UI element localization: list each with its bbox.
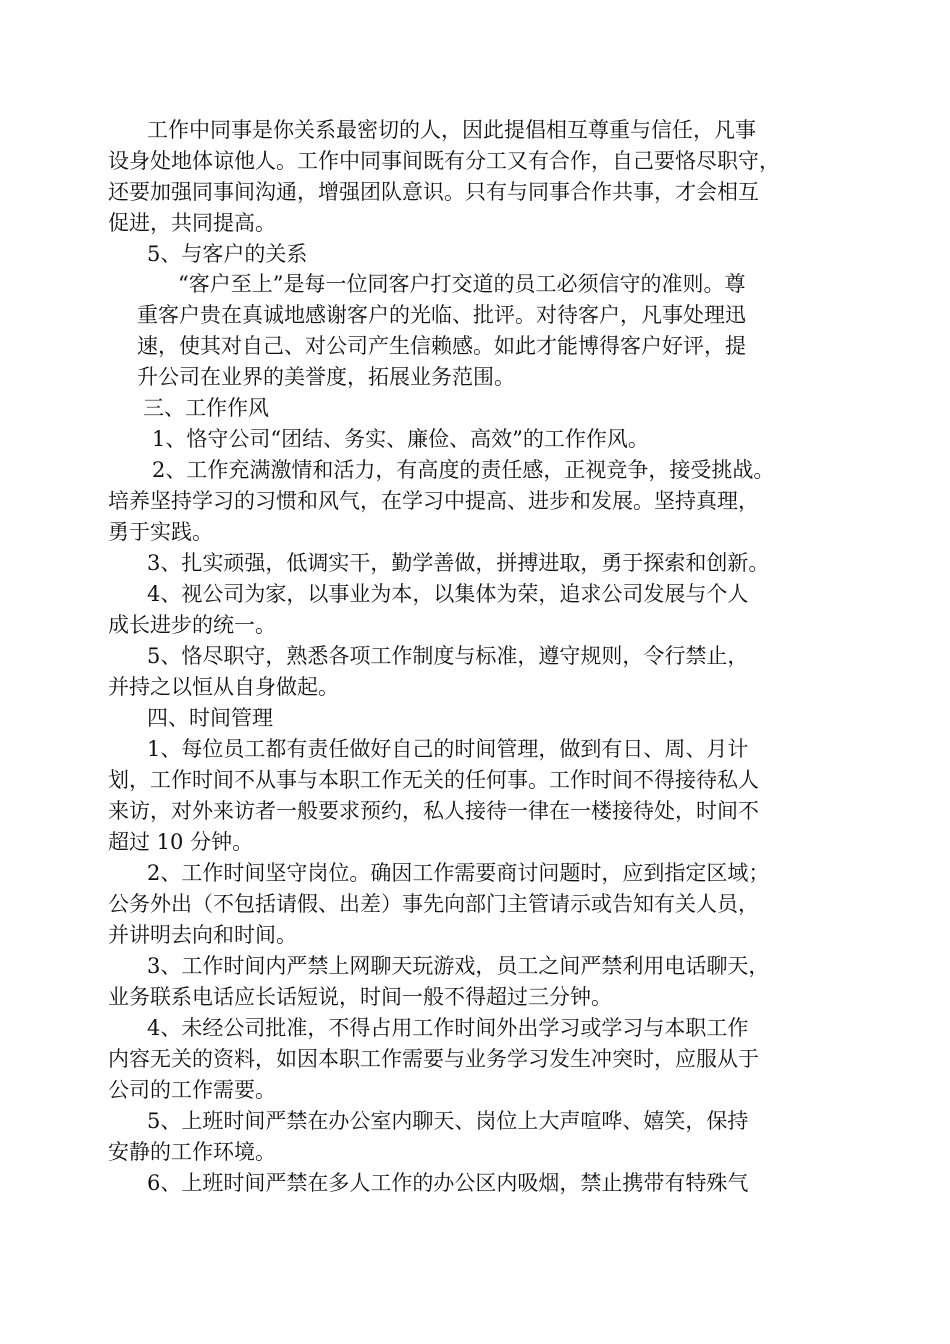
paragraph-line: 内容无关的资料，如因本职工作需要与业务学习发生冲突时，应服从于 (108, 1047, 759, 1071)
section-heading: 四、时间管理 (147, 706, 273, 730)
paragraph-line: 5、恪尽职守，熟悉各项工作制度与标准，遵守规则，令行禁止， (147, 644, 749, 668)
paragraph-line: 成长进步的统一。 (108, 613, 276, 637)
paragraph-line: 公务外出（不包括请假、出差）事先向部门主管请示或告知有关人员， (108, 892, 759, 916)
section-heading: 三、工作作风 (143, 396, 269, 420)
paragraph-line: 1、恪守公司“团结、务实、廉俭、高效”的工作作风。 (152, 427, 649, 451)
paragraph-line: “客户至上”是每一位同客户打交道的员工必须信守的准则。尊 (178, 272, 746, 296)
paragraph-line: 业务联系电话应长话短说，时间一般不得超过三分钟。 (108, 985, 612, 1009)
paragraph-line: 重客户贵在真诚地感谢客户的光临、批评。对待客户，凡事处理迅 (137, 303, 746, 327)
paragraph-line: 划，工作时间不从事与本职工作无关的任何事。工作时间不得接待私人 (108, 768, 759, 792)
paragraph-line: 6、上班时间严禁在多人工作的办公区内吸烟，禁止携带有特殊气 (147, 1171, 749, 1195)
paragraph-line: 设身处地体谅他人。工作中同事间既有分工又有合作，自己要恪尽职守， (108, 149, 780, 173)
paragraph-line: 超过 10 分钟。 (108, 830, 254, 854)
paragraph-line: 来访，对外来访者一般要求预约，私人接待一律在一楼接待处，时间不 (108, 799, 759, 823)
paragraph-line: 3、扎实顽强，低调实干，勤学善做，拼搏进取，勇于探索和创新。 (147, 551, 770, 575)
paragraph-line: 5、上班时间严禁在办公室内聊天、岗位上大声喧哗、嬉笑，保持 (147, 1109, 749, 1133)
paragraph-line: 促进，共同提高。 (108, 211, 276, 235)
paragraph-line: 升公司在业界的美誉度，拓展业务范围。 (137, 365, 515, 389)
section-subheading: 5、与客户的关系 (147, 242, 308, 266)
paragraph-line: 速，使其对自己、对公司产生信赖感。如此才能博得客户好评，提 (137, 334, 746, 358)
paragraph-line: 还要加强同事间沟通，增强团队意识。只有与同事合作共事，才会相互 (108, 180, 759, 204)
paragraph-line: 4、视公司为家，以事业为本，以集体为荣，追求公司发展与个人 (147, 582, 749, 606)
paragraph-line: 1、每位员工都有责任做好自己的时间管理，做到有日、周、月计 (147, 737, 749, 761)
paragraph-line: 勇于实践。 (108, 520, 213, 544)
paragraph-line: 培养坚持学习的习惯和风气，在学习中提高、进步和发展。坚持真理， (108, 489, 759, 513)
paragraph-line: 安静的工作环境。 (108, 1140, 276, 1164)
paragraph-line: 4、未经公司批准，不得占用工作时间外出学习或学习与本职工作 (147, 1016, 749, 1040)
paragraph-line: 3、工作时间内严禁上网聊天玩游戏，员工之间严禁利用电话聊天， (147, 954, 770, 978)
paragraph-line: 2、工作时间坚守岗位。确因工作需要商讨问题时，应到指定区域； (147, 861, 770, 885)
paragraph-line: 并讲明去向和时间。 (108, 923, 297, 947)
paragraph-line: 公司的工作需要。 (108, 1078, 276, 1102)
paragraph-line: 并持之以恒从自身做起。 (108, 675, 339, 699)
paragraph-line: 2、工作充满激情和活力，有高度的责任感，正视竞争，接受挑战。 (152, 458, 775, 482)
paragraph-line: 工作中同事是你关系最密切的人，因此提倡相互尊重与信任，凡事 (147, 118, 756, 142)
